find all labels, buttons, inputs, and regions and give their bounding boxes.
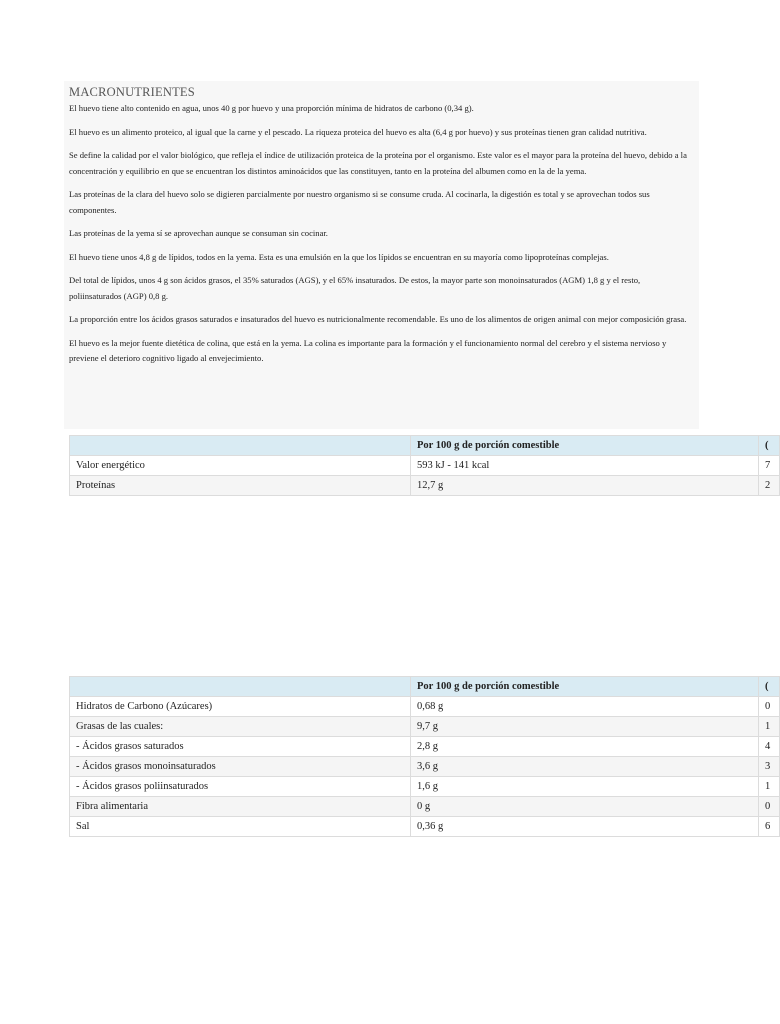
nutrient-extra: 7 <box>759 456 780 476</box>
paragraph: Las proteínas de la yema sí se aprovechan aunque se consuman sin cocinar. <box>69 228 328 238</box>
nutrient-name: Grasas de las cuales: <box>70 717 411 737</box>
table-header-cell: ( <box>759 677 780 697</box>
paragraph: El huevo es un alimento proteico, al igual que la carne y el pescado. La riqueza proteica del huevo es alta (6,4 g por huevo) y sus proteínas tienen gran calidad nutritiva. <box>69 126 647 137</box>
table-row <box>70 757 780 777</box>
nutrient-name: - Ácidos grasos poliinsaturados <box>70 777 411 797</box>
nutrient-value: 2,8 g <box>411 737 759 757</box>
nutrient-value: 593 kJ - 141 kcal <box>411 456 759 476</box>
nutrition-table-macros <box>69 676 780 837</box>
table-header-cell: ( <box>759 436 780 456</box>
table-header-row <box>70 677 780 697</box>
nutrient-value: 0,68 g <box>411 697 759 717</box>
table-header-cell <box>70 677 411 697</box>
nutrient-extra: 2 <box>759 476 780 496</box>
nutrition-table-energy <box>69 435 780 496</box>
macronutrients-section <box>64 81 699 429</box>
nutrient-value: 0,36 g <box>411 817 759 837</box>
table-row <box>70 476 780 496</box>
paragraph: Las proteínas de la clara del huevo solo se digieren parcialmente por nuestro organismo si se consume cruda. Al cocinarla, la digestión es total y se aprovechan todos sus componentes. <box>69 189 650 215</box>
nutrient-value: 9,7 g <box>411 717 759 737</box>
table-row <box>70 737 780 757</box>
nutrient-name: Fibra alimentaria <box>70 797 411 817</box>
section-heading: MACRONUTRIENTES <box>69 85 195 99</box>
paragraph: Se define la calidad por el valor biológico, que refleja el índice de utilización proteica de la proteína por el organismo. Este valor es el mayor para la proteína del huevo, debido a la concentración y equilibrio en que se encuentran los distintos aminoácidos que las constituyen, tanto en la proteína del albumen como en la de la yema. <box>69 150 687 176</box>
table-header-cell <box>70 436 411 456</box>
nutrient-extra: 1 <box>759 777 780 797</box>
paragraph: La proporción entre los ácidos grasos saturados e insaturados del huevo es nutricionalmente recomendable. Es uno de los alimentos de origen animal con mejor composición grasa. <box>69 314 687 324</box>
table-row <box>70 717 780 737</box>
table-row <box>70 456 780 476</box>
paragraph: El huevo es la mejor fuente dietética de colina, que está en la yema. La colina es importante para la formación y el funcionamiento normal del cerebro y el sistema nervioso y previene el deterioro cognitivo ligado al envejecimiento. <box>69 337 667 363</box>
nutrient-name: Proteínas <box>70 476 411 496</box>
paragraph: El huevo tiene alto contenido en agua, unos 40 g por huevo y una proporción mínima de hidratos de carbono (0,34 g). <box>69 103 474 113</box>
table-header-cell: Por 100 g de porción comestible <box>411 677 759 697</box>
nutrient-name: Hidratos de Carbono (Azúcares) <box>70 697 411 717</box>
nutrient-extra: 0 <box>759 797 780 817</box>
nutrient-extra: 6 <box>759 817 780 837</box>
nutrient-name: Valor energético <box>70 456 411 476</box>
nutrient-extra: 3 <box>759 757 780 777</box>
table-header-row <box>70 436 780 456</box>
nutrient-name: - Ácidos grasos saturados <box>70 737 411 757</box>
nutrient-value: 3,6 g <box>411 757 759 777</box>
paragraph: El huevo tiene unos 4,8 g de lípidos, todos en la yema. Esta es una emulsión en la que los lípidos se encuentran en su mayoría como lipoproteínas complejas. <box>69 251 609 262</box>
nutrient-extra: 1 <box>759 717 780 737</box>
table-row <box>70 817 780 837</box>
nutrient-value: 0 g <box>411 797 759 817</box>
nutrient-value: 1,6 g <box>411 777 759 797</box>
table-row <box>70 797 780 817</box>
nutrient-name: Sal <box>70 817 411 837</box>
nutrient-name: - Ácidos grasos monoinsaturados <box>70 757 411 777</box>
nutrient-extra: 0 <box>759 697 780 717</box>
nutrient-extra: 4 <box>759 737 780 757</box>
table-row <box>70 697 780 717</box>
nutrient-value: 12,7 g <box>411 476 759 496</box>
paragraph: Del total de lípidos, unos 4 g son ácidos grasos, el 35% saturados (AGS), y el 65% insaturados. De estos, la mayor parte son monoinsaturados (AGM) 1,8 g y el resto, poliinsaturados (AGP) 0,8 g. <box>69 275 641 301</box>
table-header-cell: Por 100 g de porción comestible <box>411 436 759 456</box>
table-row <box>70 777 780 797</box>
